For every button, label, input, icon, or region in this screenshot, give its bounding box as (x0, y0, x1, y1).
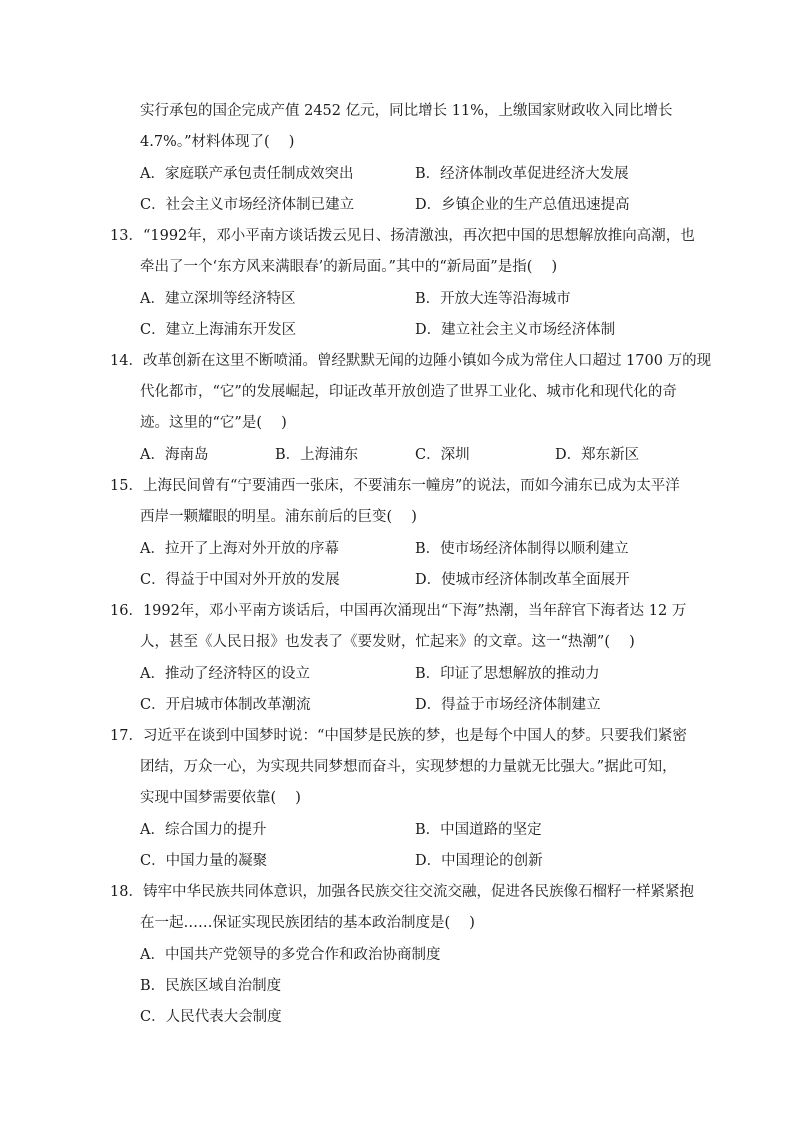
q13-option-b: B．开放大连等沿海城市 (415, 291, 571, 307)
q13-option-d: D．建立社会主义市场经济体制 (415, 322, 616, 338)
q15-line-1: 15．上海民间曾有“宁要浦西一张床，不要浦东一幢房”的说法，而如今浦东已成为太平洋 (110, 478, 680, 494)
q14-line-3: 迹。这里的“它”是( ) (140, 415, 287, 431)
q16-option-a: A．推动了经济特区的设立 (140, 666, 310, 682)
q18-option-c: C．人民代表大会制度 (140, 1009, 282, 1025)
q16-line-2: 人，甚至《人民日报》也发表了《要发财，忙起来》的文章。这一“热潮”( ) (140, 634, 635, 650)
q14-line-2: 代化都市，“它”的发展崛起，印证改革开放创造了世界工业化、城市化和现代化的奇 (140, 384, 677, 400)
q16-line-1: 16．1992年，邓小平南方谈话后，中国再次涌现出“下海”热潮，当年辞官下海者达 12 万 (110, 603, 687, 619)
q17-option-b: B．中国道路的坚定 (415, 822, 542, 838)
q14-option-b: B．上海浦东 (275, 447, 359, 463)
q13-option-c: C．建立上海浦东开发区 (140, 322, 297, 338)
q18-option-a: A．中国共产党领导的多党合作和政治协商制度 (140, 947, 441, 963)
q15-option-b: B．使市场经济体制得以顺利建立 (415, 541, 629, 557)
q17-line-1: 17．习近平在谈到中国梦时说：“中国梦是民族的梦，也是每个中国人的梦。只要我们紧密 (110, 728, 687, 744)
q16-option-c: C．开启城市体制改革潮流 (140, 697, 311, 713)
q17-line-2: 团结，万众一心，为实现共同梦想而奋斗，实现梦想的力量就无比强大。”据此可知， (140, 759, 677, 775)
q18-line-1: 18．铸牢中华民族共同体意识，加强各民族交往交流交融，促进各民族像石榴籽一样紧紧抱 (110, 884, 694, 900)
q13-option-a: A．建立深圳等经济特区 (140, 291, 296, 307)
q16-option-b: B．印证了思想解放的推动力 (415, 666, 600, 682)
q13-line-2: 牵出了一个‘东方风来满眼春’的新局面。”其中的“新局面”是指( ) (140, 259, 558, 275)
q12-option-a: A．家庭联产承包责任制成效突出 (140, 166, 354, 182)
q17-option-c: C．中国力量的凝聚 (140, 853, 268, 869)
q15-option-c: C．得益于中国对外开放的发展 (140, 572, 340, 588)
q17-option-a: A．综合国力的提升 (140, 822, 267, 838)
q15-option-d: D．使城市经济体制改革全面展开 (415, 572, 630, 588)
q15-option-a: A．拉开了上海对外开放的序幕 (140, 541, 339, 557)
q14-option-c: C．深圳 (415, 447, 470, 463)
q12-option-c: C．社会主义市场经济体制已建立 (140, 197, 355, 213)
q17-option-d: D．中国理论的创新 (415, 853, 543, 869)
q14-line-1: 14．改革创新在这里不断喷涌。曾经默默无闻的边陲小镇如今成为常住人口超过 1700 万的现 (110, 353, 712, 369)
q13-line-1: 13．“1992年，邓小平南方谈话拨云见日、扬清激浊，再次把中国的思想解放推向高潮，也 (110, 228, 695, 244)
q15-line-2: 西岸一颗耀眼的明星。浦东前后的巨变( ) (140, 509, 417, 525)
q14-option-d: D．郑东新区 (555, 447, 640, 463)
q16-option-d: D．得益于市场经济体制建立 (415, 697, 601, 713)
q18-option-b: B．民族区域自治制度 (140, 978, 282, 994)
q12-line-1: 实行承包的国企完成产值 2452 亿元，同比增长 11%，上缴国家财政收入同比增长 (140, 103, 673, 119)
q18-line-2: 在一起……保证实现民族团结的基本政治制度是( ) (140, 915, 475, 931)
q17-line-3: 实现中国梦需要依靠( ) (140, 790, 301, 806)
q12-option-d: D．乡镇企业的生产总值迅速提高 (415, 197, 630, 213)
q12-line-2: 4.7%。”材料体现了( ) (140, 134, 295, 150)
q14-option-a: A．海南岛 (140, 447, 209, 463)
q12-option-b: B．经济体制改革促进经济大发展 (415, 166, 629, 182)
